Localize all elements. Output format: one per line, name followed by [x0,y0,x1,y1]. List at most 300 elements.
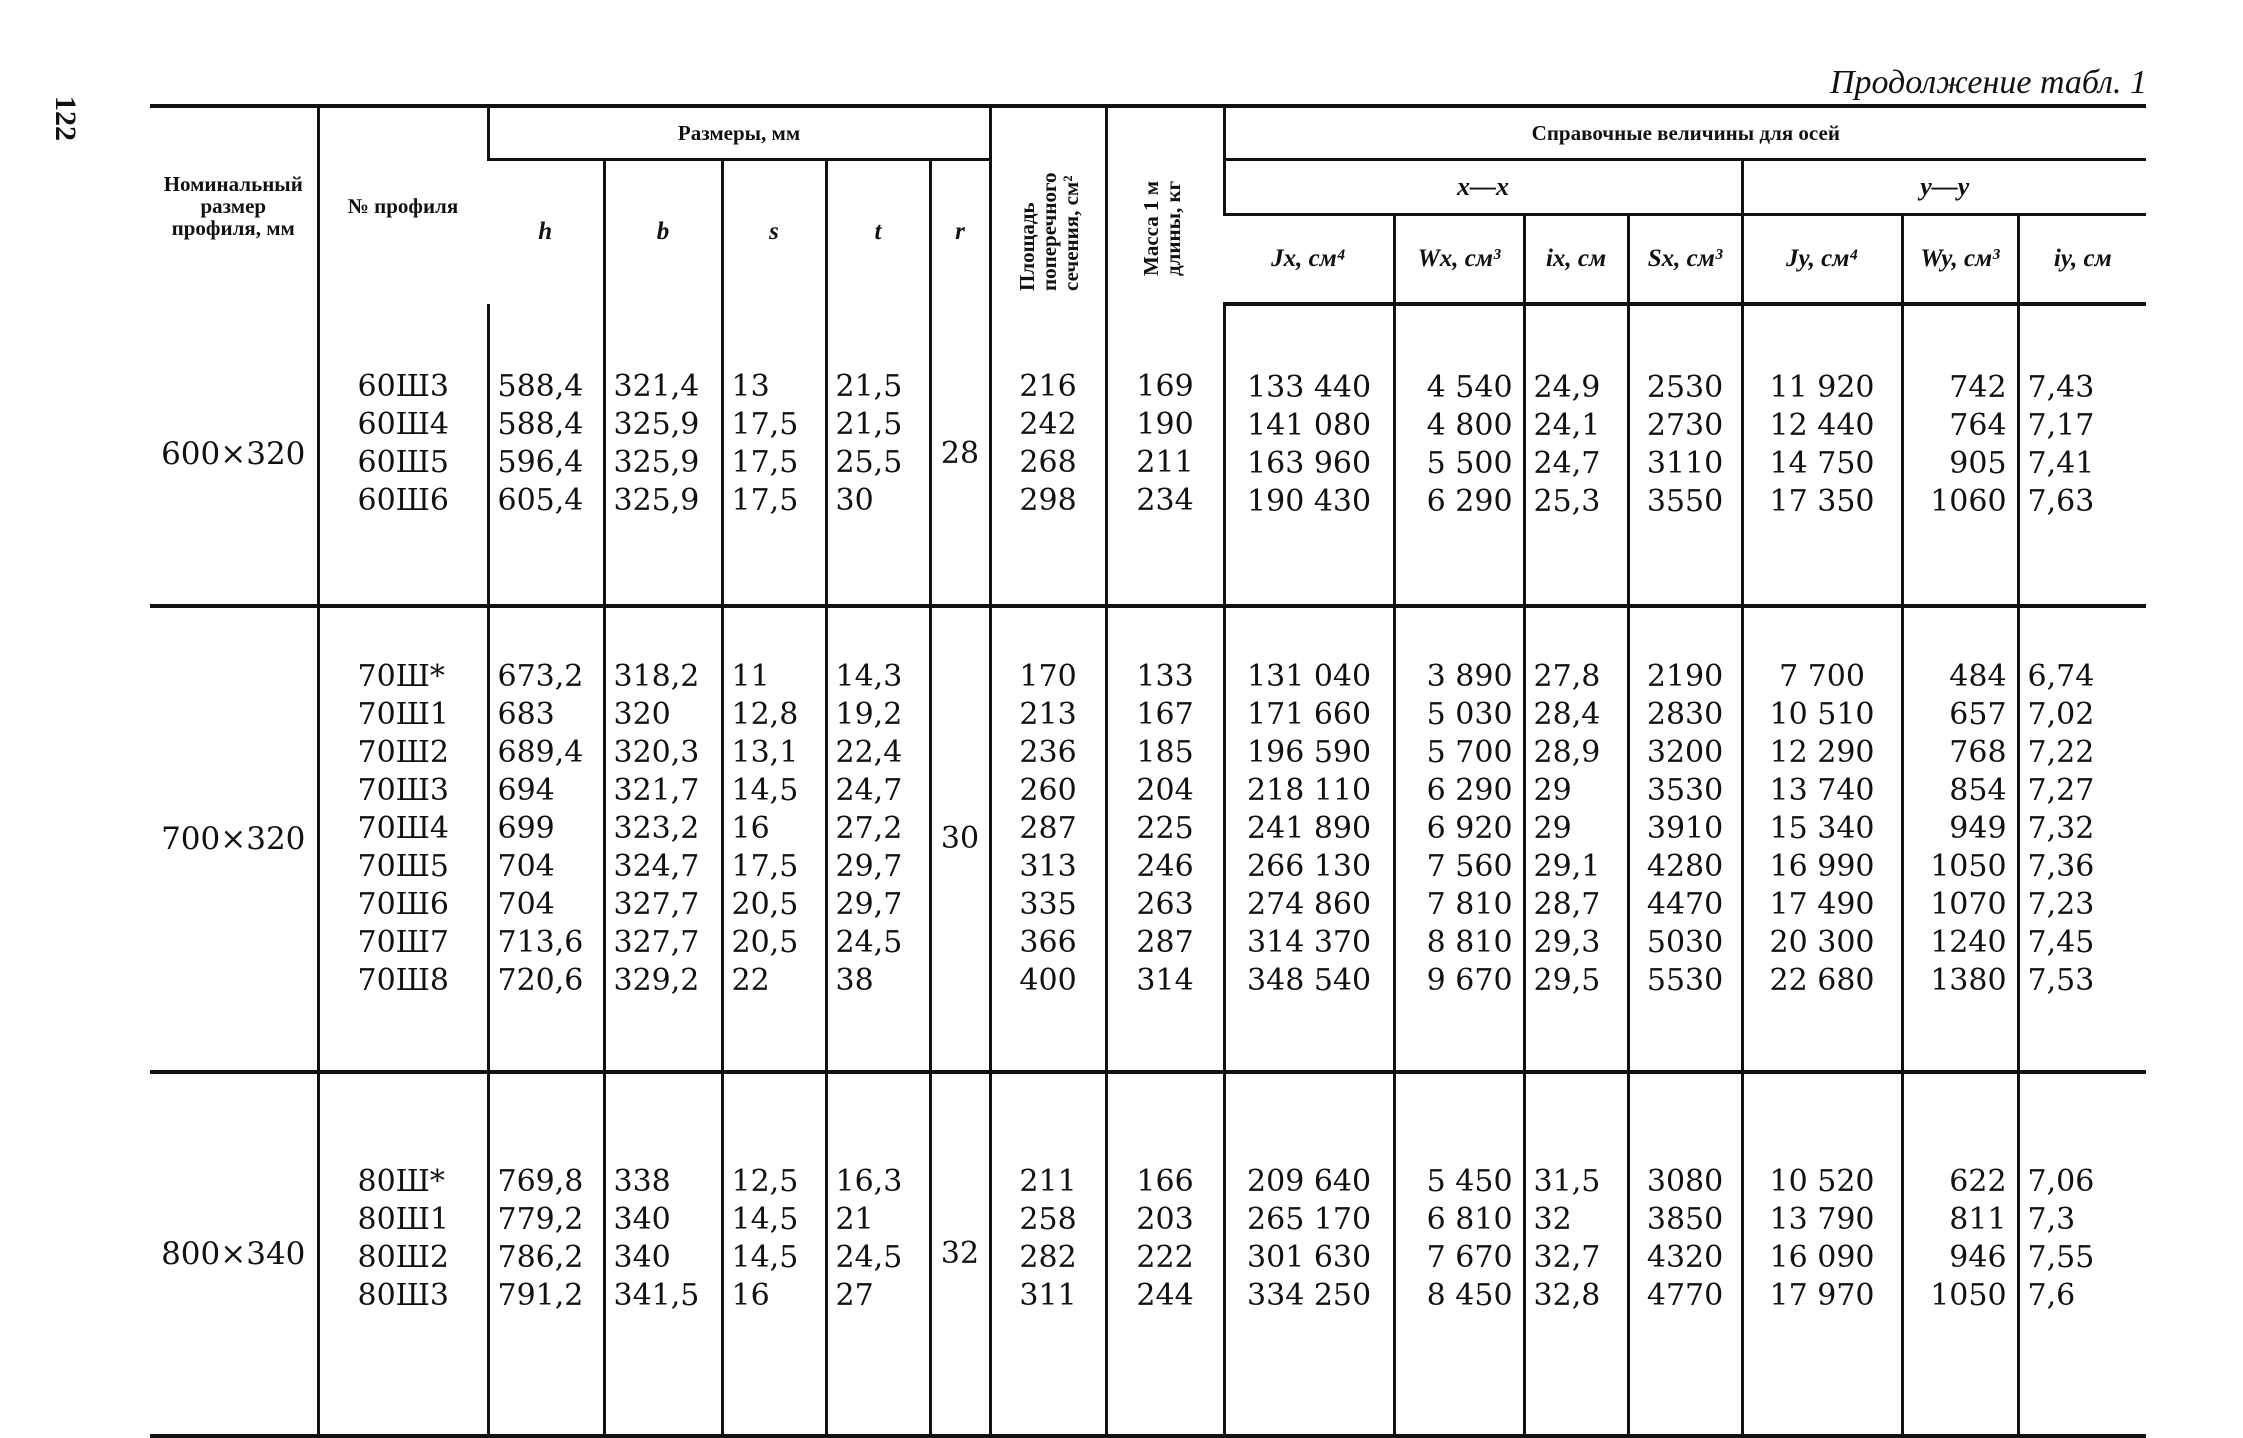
cell-profile-number: 70Ш6 [357,887,449,922]
cell-profile-number: 70Ш5 [357,849,449,884]
cell-profile-number: 60Ш6 [357,483,449,518]
cell-dim-s: 13,1 [731,735,799,770]
cell-jy: 22 680 [1769,963,1875,998]
cell-iy: 7,17 [2027,408,2095,443]
cell-wy: 622 [1949,1164,2007,1199]
cell-wy: 742 [1949,370,2007,405]
col-area [990,606,1106,1072]
cell-dim-s: 12,8 [731,697,799,732]
cell-area: 213 [1019,697,1077,732]
nominal-size: 600×320 [150,304,318,606]
cell-dim-s: 16 [731,811,770,846]
cell-jx: 301 630 [1247,1240,1372,1275]
cell-dim-s: 13 [731,369,770,404]
cell-wy: 1060 [1930,484,2007,519]
cell-jx: 274 860 [1247,887,1372,922]
col-iy [2018,1072,2146,1436]
cell-jx: 241 890 [1247,811,1372,846]
nominal-size: 800×340 [150,1072,318,1436]
cell-mass: 169 [1136,369,1194,404]
cell-profile-number: 70Ш3 [357,773,449,808]
col-dim-h [488,606,604,1072]
header-jy: Jy, см⁴ [1742,215,1902,305]
cell-area: 400 [1019,963,1077,998]
cell-dim-h: 720,6 [497,963,584,998]
header-nominal-size: Номинальный размер профиля, мм [150,106,318,304]
cell-ix: 31,5 [1533,1164,1601,1199]
cell-dim-t: 27 [835,1278,874,1313]
col-profile-number [318,304,488,606]
col-mass [1106,304,1224,606]
cell-wy: 484 [1949,659,2007,694]
cell-wx: 9 670 [1426,963,1513,998]
cell-dim-t: 29,7 [835,849,903,884]
table-body [150,304,2146,1436]
col-dim-s [722,1072,826,1436]
cell-ix: 25,3 [1533,484,1601,519]
cell-wx: 6 920 [1426,811,1513,846]
cell-dim-t: 14,3 [835,659,903,694]
col-wx [1394,304,1524,606]
cell-jx: 171 660 [1247,697,1372,732]
cell-dim-t: 29,7 [835,887,903,922]
cell-wy: 764 [1949,408,2007,443]
col-dim-s [722,304,826,606]
header-s: s [722,160,826,305]
cell-dim-h: 588,4 [497,407,584,442]
cell-dim-t: 21,5 [835,407,903,442]
cell-dim-b: 318,2 [613,659,700,694]
col-dim-t [826,304,930,606]
cell-jx: 348 540 [1247,963,1372,998]
cell-dim-s: 11 [731,659,770,694]
cell-profile-number: 70Ш2 [357,735,449,770]
cell-dim-h: 689,4 [497,735,584,770]
cell-jy: 10 520 [1769,1164,1875,1199]
cell-dim-s: 22 [731,963,770,998]
cell-area: 170 [1019,659,1077,694]
nominal-size: 700×320 [150,606,318,1072]
cell-profile-number: 70Ш4 [357,811,449,846]
cell-wx: 7 670 [1426,1240,1513,1275]
cell-area: 211 [1019,1164,1077,1199]
cell-ix: 28,7 [1533,887,1601,922]
col-dim-t [826,606,930,1072]
cell-sx: 2190 [1646,659,1724,694]
cell-ix: 28,4 [1533,697,1601,732]
cell-mass: 203 [1136,1202,1194,1237]
cell-jx: 314 370 [1247,925,1372,960]
cell-mass: 166 [1136,1164,1194,1199]
cell-dim-b: 321,7 [613,773,700,808]
col-sx [1628,304,1742,606]
cell-wx: 5 030 [1426,697,1513,732]
cell-sx: 2530 [1646,370,1724,405]
cell-dim-b: 327,7 [613,887,700,922]
cell-sx: 3530 [1646,773,1724,808]
header-iy: iy, см [2018,215,2146,305]
cell-dim-t: 27,2 [835,811,903,846]
profile-table [150,104,2146,1438]
cell-mass: 225 [1136,811,1194,846]
col-iy [2018,304,2146,606]
cell-dim-h: 779,2 [497,1202,584,1237]
cell-wy: 1070 [1930,887,2007,922]
cell-dim-h: 704 [497,887,555,922]
cell-jy: 10 510 [1769,697,1875,732]
cell-dim-b: 340 [613,1202,671,1237]
cell-dim-t: 24,5 [835,1240,903,1275]
header-axis-x: x—x [1224,160,1742,215]
cell-ix: 29 [1533,811,1572,846]
cell-ix: 24,7 [1533,446,1601,481]
col-dim-t [826,1072,930,1436]
cell-wx: 6 810 [1426,1202,1513,1237]
cell-mass: 190 [1136,407,1194,442]
col-jy [1742,606,1902,1072]
cell-mass: 244 [1136,1278,1194,1313]
cell-wx: 5 500 [1426,446,1513,481]
col-dim-r: 28 [930,304,990,606]
cell-wx: 7 810 [1426,887,1513,922]
cell-dim-h: 769,8 [497,1164,584,1199]
header-profile-number: № профиля [318,106,488,304]
cell-wy: 811 [1949,1202,2007,1237]
cell-ix: 29,3 [1533,925,1601,960]
cell-profile-number: 80Ш1 [357,1202,449,1237]
cell-dim-b: 325,9 [613,407,700,442]
cell-dim-s: 17,5 [731,445,799,480]
cell-wy: 768 [1949,735,2007,770]
cell-dim-h: 786,2 [497,1240,584,1275]
cell-dim-h: 683 [497,697,555,732]
cell-mass: 204 [1136,773,1194,808]
cell-wx: 8 810 [1426,925,1513,960]
cell-sx: 4770 [1646,1278,1724,1313]
cell-dim-h: 694 [497,773,555,808]
header-dimensions: Размеры, мм [488,106,990,160]
cell-dim-b: 320 [613,697,671,732]
cell-profile-number: 70Ш* [357,659,445,694]
cell-mass: 287 [1136,925,1194,960]
cell-wy: 657 [1949,697,2007,732]
col-dim-h [488,1072,604,1436]
cell-iy: 7,22 [2027,735,2095,770]
cell-dim-t: 22,4 [835,735,903,770]
cell-dim-t: 38 [835,963,874,998]
cell-area: 311 [1019,1278,1077,1313]
cell-sx: 5030 [1646,925,1724,960]
cell-dim-s: 17,5 [731,483,799,518]
col-jx [1224,606,1394,1072]
cell-sx: 3910 [1646,811,1724,846]
cell-mass: 222 [1136,1240,1194,1275]
col-dim-b [604,1072,722,1436]
cell-iy: 7,53 [2027,963,2095,998]
cell-sx: 2830 [1646,697,1724,732]
cell-sx: 3550 [1646,484,1724,519]
cell-sx: 2730 [1646,408,1724,443]
cell-dim-b: 320,3 [613,735,700,770]
cell-ix: 28,9 [1533,735,1601,770]
cell-dim-h: 588,4 [497,369,584,404]
col-ix [1524,1072,1628,1436]
header-wx: Wx, см³ [1394,215,1524,305]
table-continuation-caption: Продолжение табл. 1 [1829,64,2147,101]
col-dim-b [604,606,722,1072]
cell-jx: 133 440 [1247,370,1372,405]
cell-wy: 854 [1949,773,2007,808]
table-header [150,106,2146,304]
col-mass [1106,1072,1224,1436]
col-dim-r: 30 [930,606,990,1072]
cell-iy: 7,27 [2027,773,2095,808]
cell-jy: 15 340 [1769,811,1875,846]
cell-sx: 4470 [1646,887,1724,922]
cell-sx: 3200 [1646,735,1724,770]
cell-dim-s: 14,5 [731,1202,799,1237]
cell-wy: 1380 [1930,963,2007,998]
cell-profile-number: 60Ш5 [357,445,449,480]
cell-jy: 12 440 [1769,408,1875,443]
col-jx [1224,304,1394,606]
col-iy [2018,606,2146,1072]
cell-iy: 7,55 [2027,1240,2095,1275]
cell-wx: 4 540 [1426,370,1513,405]
cell-area: 298 [1019,483,1077,518]
cell-dim-s: 14,5 [731,773,799,808]
cell-jx: 218 110 [1247,773,1372,808]
cell-mass: 246 [1136,849,1194,884]
cell-jy: 7 700 [1779,659,1865,694]
col-wx [1394,606,1524,1072]
cell-iy: 7,06 [2027,1164,2095,1199]
profile-group-row [150,606,2146,1072]
cell-wy: 949 [1949,811,2007,846]
cell-dim-s: 17,5 [731,849,799,884]
cell-profile-number: 70Ш7 [357,925,449,960]
cell-jx: 209 640 [1247,1164,1372,1199]
cell-wx: 4 800 [1426,408,1513,443]
cell-ix: 32 [1533,1202,1572,1237]
cell-sx: 4280 [1646,849,1724,884]
cell-dim-b: 325,9 [613,445,700,480]
cell-iy: 7,41 [2027,446,2095,481]
cell-sx: 3110 [1646,446,1724,481]
cell-ix: 32,7 [1533,1240,1601,1275]
cell-iy: 7,36 [2027,849,2095,884]
cell-jy: 17 350 [1769,484,1875,519]
col-wy [1902,304,2018,606]
cell-ix: 24,1 [1533,408,1601,443]
header-area: Площадь поперечного сечения, см² [990,106,1106,304]
cell-dim-t: 21,5 [835,369,903,404]
cell-profile-number: 70Ш8 [357,963,449,998]
cell-mass: 185 [1136,735,1194,770]
cell-ix: 27,8 [1533,659,1601,694]
cell-dim-b: 327,7 [613,925,700,960]
cell-jy: 16 990 [1769,849,1875,884]
cell-area: 268 [1019,445,1077,480]
cell-area: 236 [1019,735,1077,770]
col-area [990,1072,1106,1436]
cell-area: 313 [1019,849,1077,884]
cell-sx: 3850 [1646,1202,1724,1237]
header-wy: Wy, см³ [1902,215,2018,305]
cell-iy: 7,6 [2027,1278,2076,1313]
cell-mass: 167 [1136,697,1194,732]
cell-jy: 13 740 [1769,773,1875,808]
cell-jx: 190 430 [1247,484,1372,519]
cell-wx: 5 450 [1426,1164,1513,1199]
cell-jx: 266 130 [1247,849,1372,884]
cell-dim-s: 20,5 [731,925,799,960]
cell-dim-b: 341,5 [613,1278,700,1313]
col-wx [1394,1072,1524,1436]
cell-jx: 131 040 [1247,659,1372,694]
col-jy [1742,304,1902,606]
cell-dim-b: 324,7 [613,849,700,884]
cell-area: 366 [1019,925,1077,960]
cell-dim-h: 713,6 [497,925,584,960]
profile-group-row [150,1072,2146,1436]
cell-mass: 263 [1136,887,1194,922]
cell-wy: 905 [1949,446,2007,481]
header-b: b [604,160,722,305]
col-dim-b [604,304,722,606]
cell-dim-t: 24,5 [835,925,903,960]
col-dim-r: 32 [930,1072,990,1436]
cell-dim-s: 16 [731,1278,770,1313]
cell-profile-number: 60Ш4 [357,407,449,442]
cell-dim-b: 323,2 [613,811,700,846]
cell-dim-s: 12,5 [731,1164,799,1199]
cell-iy: 7,3 [2027,1202,2076,1237]
cell-area: 282 [1019,1240,1077,1275]
cell-dim-b: 329,2 [613,963,700,998]
cell-wx: 6 290 [1426,484,1513,519]
cell-jy: 17 490 [1769,887,1875,922]
cell-wx: 3 890 [1426,659,1513,694]
cell-sx: 5530 [1646,963,1724,998]
cell-wy: 1050 [1930,1278,2007,1313]
cell-jy: 12 290 [1769,735,1875,770]
cell-dim-t: 24,7 [835,773,903,808]
cell-dim-t: 21 [835,1202,874,1237]
cell-area: 242 [1019,407,1077,442]
cell-wy: 946 [1949,1240,2007,1275]
col-sx [1628,606,1742,1072]
cell-dim-t: 19,2 [835,697,903,732]
header-mass: Масса 1 м длины, кг [1106,106,1224,304]
header-t: t [826,160,930,305]
cell-dim-s: 20,5 [731,887,799,922]
header-axis-y: y—y [1742,160,2146,215]
cell-dim-b: 325,9 [613,483,700,518]
cell-sx: 4320 [1646,1240,1724,1275]
cell-wx: 6 290 [1426,773,1513,808]
cell-ix: 29,1 [1533,849,1601,884]
cell-wy: 1240 [1930,925,2007,960]
cell-dim-b: 340 [613,1240,671,1275]
cell-jx: 334 250 [1247,1278,1372,1313]
cell-iy: 7,45 [2027,925,2095,960]
col-wy [1902,1072,2018,1436]
header-ix: ix, см [1524,215,1628,305]
header-jx: Jx, см⁴ [1224,215,1394,305]
cell-wx: 8 450 [1426,1278,1513,1313]
cell-jy: 17 970 [1769,1278,1875,1313]
col-dim-s [722,606,826,1072]
cell-dim-b: 321,4 [613,369,700,404]
header-sx: Sx, см³ [1628,215,1742,305]
cell-jy: 16 090 [1769,1240,1875,1275]
header-r: r [930,160,990,305]
cell-profile-number: 80Ш3 [357,1278,449,1313]
cell-profile-number: 60Ш3 [357,369,449,404]
cell-ix: 29,5 [1533,963,1601,998]
col-profile-number [318,606,488,1072]
col-dim-h [488,304,604,606]
cell-jx: 141 080 [1247,408,1372,443]
col-ix [1524,304,1628,606]
cell-dim-h: 673,2 [497,659,584,694]
cell-area: 216 [1019,369,1077,404]
cell-dim-s: 14,5 [731,1240,799,1275]
cell-ix: 29 [1533,773,1572,808]
cell-ix: 32,8 [1533,1278,1601,1313]
cell-wx: 5 700 [1426,735,1513,770]
cell-iy: 7,32 [2027,811,2095,846]
cell-dim-s: 17,5 [731,407,799,442]
cell-profile-number: 80Ш2 [357,1240,449,1275]
cell-dim-h: 699 [497,811,555,846]
cell-profile-number: 70Ш1 [357,697,449,732]
cell-iy: 6,74 [2027,659,2095,694]
cell-jy: 11 920 [1769,370,1875,405]
cell-dim-h: 791,2 [497,1278,584,1313]
cell-iy: 7,43 [2027,370,2095,405]
cell-area: 258 [1019,1202,1077,1237]
col-ix [1524,606,1628,1072]
cell-dim-b: 338 [613,1164,671,1199]
cell-sx: 3080 [1646,1164,1724,1199]
col-jy [1742,1072,1902,1436]
cell-jy: 13 790 [1769,1202,1875,1237]
cell-wx: 7 560 [1426,849,1513,884]
page-number: 122 [49,96,82,141]
cell-area: 287 [1019,811,1077,846]
cell-ix: 24,9 [1533,370,1601,405]
cell-dim-h: 605,4 [497,483,584,518]
cell-iy: 7,02 [2027,697,2095,732]
cell-dim-t: 16,3 [835,1164,903,1199]
cell-mass: 211 [1136,445,1194,480]
col-sx [1628,1072,1742,1436]
cell-jy: 14 750 [1769,446,1875,481]
cell-jx: 265 170 [1247,1202,1372,1237]
profile-group-row [150,304,2146,606]
cell-dim-h: 596,4 [497,445,584,480]
col-wy [1902,606,2018,1072]
col-jx [1224,1072,1394,1436]
cell-jx: 163 960 [1247,446,1372,481]
cell-dim-h: 704 [497,849,555,884]
col-area [990,304,1106,606]
cell-iy: 7,23 [2027,887,2095,922]
col-profile-number [318,1072,488,1436]
cell-area: 260 [1019,773,1077,808]
